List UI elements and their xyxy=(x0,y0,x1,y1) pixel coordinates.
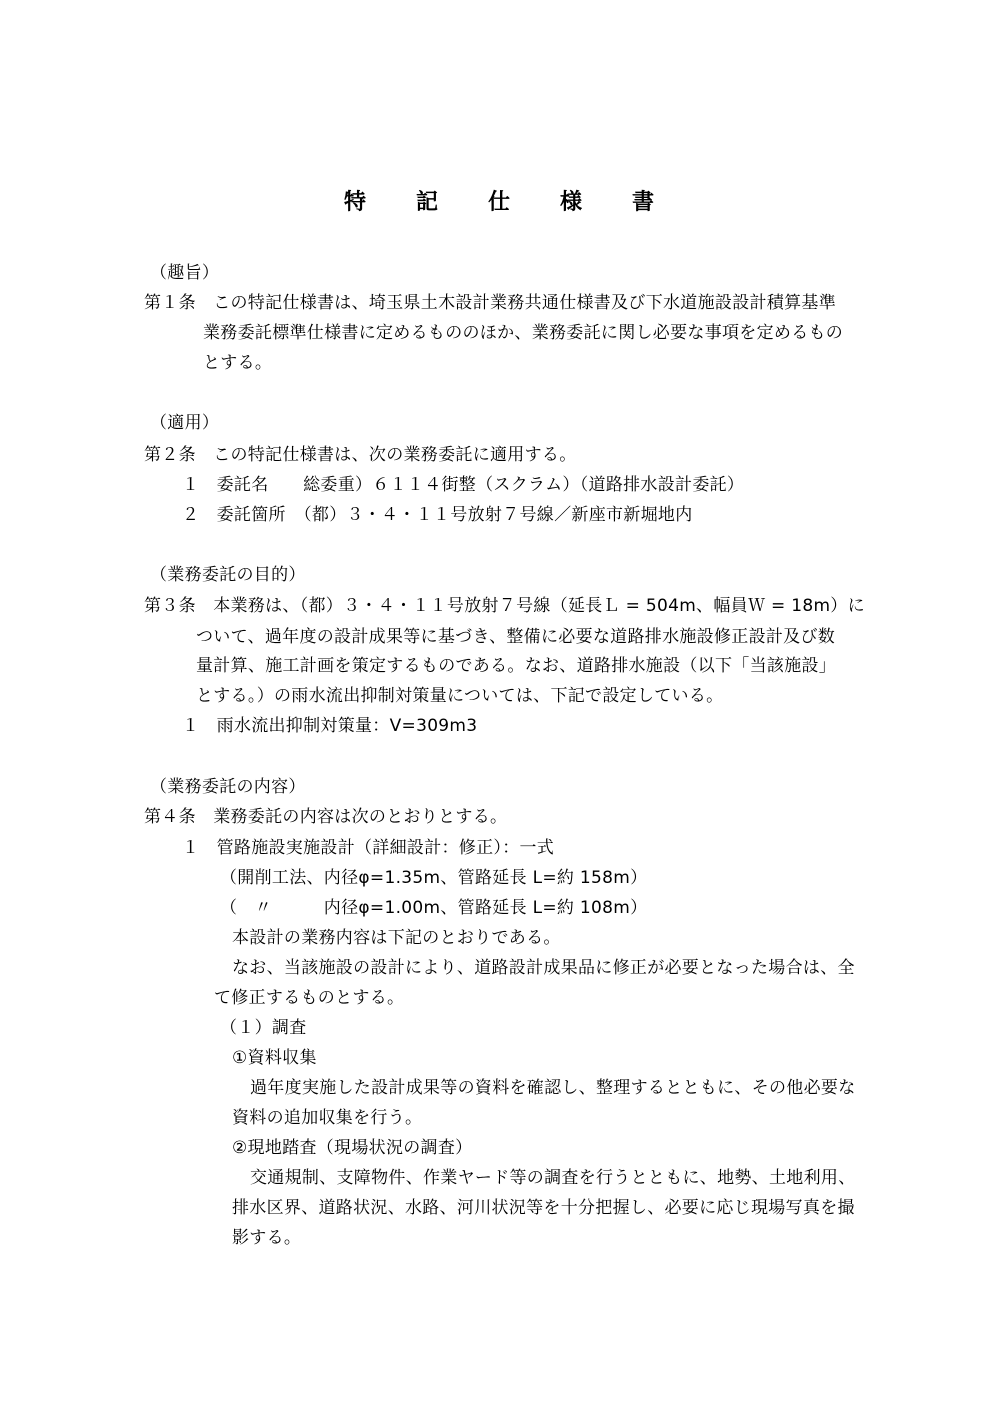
article-4-line-2: 本設計の業務内容は下記のとおりである。 xyxy=(232,928,561,948)
article-3-item-1: １ 雨水流出抑制対策量：V=309m3 xyxy=(182,716,478,736)
material-collection-line-1: 過年度実施した設計成果等の資料を確認し、整理するとともに、その他必要な xyxy=(250,1078,856,1098)
article-2-item-2: ２ 委託箇所 （都）３・４・１１号放射７号線／新座市新堀地内 xyxy=(182,505,693,525)
article-1-line-3: とする。 xyxy=(203,353,273,373)
article-4-spec-2: （ 〃 内径φ=1.00m、管路延長 L=約 108m） xyxy=(220,898,648,918)
document-title: 特 記 仕 様 書 xyxy=(343,190,656,215)
heading-application: （適用） xyxy=(150,413,220,433)
site-survey-line-3: 影する。 xyxy=(232,1228,302,1248)
article-3-line-3: 量計算、施工計画を策定するものである。なお、道路排水施設（以下「当該施設」 xyxy=(196,656,837,676)
article-3-line-2: ついて、過年度の設計成果等に基づき、整備に必要な道路排水施設修正設計及び数 xyxy=(196,627,836,647)
article-2-item-1: １ 委託名 総委重）６１１４街整（スクラム）（道路排水設計委託） xyxy=(182,475,745,495)
heading-contents: （業務委託の内容） xyxy=(150,777,306,797)
material-collection-line-2: 資料の追加収集を行う。 xyxy=(232,1108,423,1128)
article-1-line-1: 第１条 この特記仕様書は、埼玉県土木設計業務共通仕様書及び下水道施設設計積算基準 xyxy=(144,293,836,313)
subsection-survey: （１）調査 xyxy=(220,1018,307,1038)
article-3-line-4: とする。）の雨水流出抑制対策量については、下記で設定している。 xyxy=(196,686,724,706)
heading-objective: （業務委託の目的） xyxy=(150,565,306,585)
article-2-line-1: 第２条 この特記仕様書は、次の業務委託に適用する。 xyxy=(144,445,577,465)
subitem-material-collection: ①資料収集 xyxy=(232,1048,317,1068)
article-4-spec-1: （開削工法、内径φ=1.35m、管路延長 L=約 158m） xyxy=(220,868,648,888)
site-survey-line-1: 交通規制、支障物件、作業ヤード等の調査を行うとともに、地勢、土地利用、 xyxy=(250,1168,856,1188)
article-4-line-3: なお、当該施設の設計により、道路設計成果品に修正が必要となった場合は、全 xyxy=(232,958,855,978)
site-survey-line-2: 排水区界、道路状況、水路、河川状況等を十分把握し、必要に応じ現場写真を撮 xyxy=(232,1198,855,1218)
subitem-site-survey: ②現地踏査（現場状況の調査） xyxy=(232,1138,473,1158)
article-4-line-4: て修正するものとする。 xyxy=(214,988,405,1008)
article-4-item-1: １ 管路施設実施設計（詳細設計：修正）：一式 xyxy=(182,838,555,858)
article-4-line-1: 第４条 業務委託の内容は次のとおりとする。 xyxy=(144,807,508,827)
heading-purpose: （趣旨） xyxy=(150,263,220,283)
article-3-line-1: 第３条 本業務は、（都）３・４・１１号放射７号線（延長Ｌ = 504m、幅員Ｗ = 18m）に xyxy=(144,596,865,616)
article-1-line-2: 業務委託標準仕様書に定めるもののほか、業務委託に関し必要な事項を定めるもの xyxy=(203,323,844,343)
